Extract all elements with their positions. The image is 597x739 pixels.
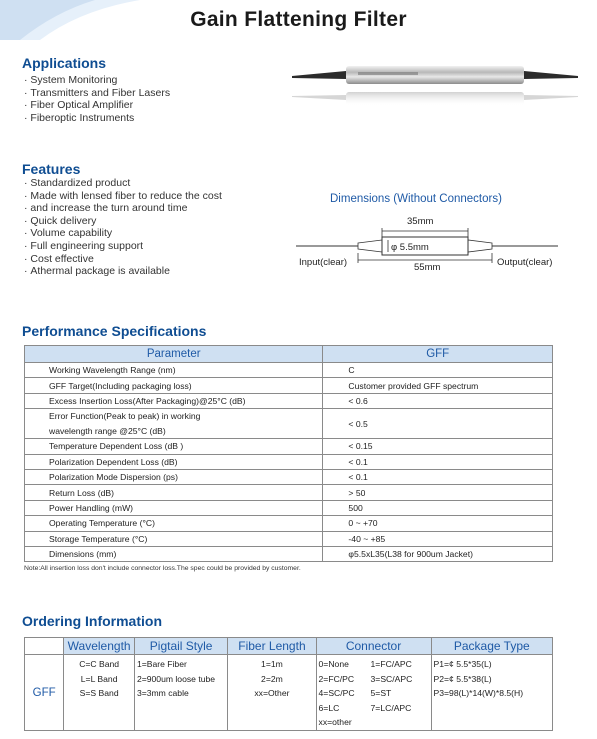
- param-cell: [25, 409, 323, 439]
- output-label: Output(clear): [497, 257, 553, 268]
- option: P1=¢ 5.5*35(L): [433, 659, 492, 669]
- value-cell: < 0.15: [323, 439, 553, 454]
- package-cell: [431, 655, 552, 731]
- option: L=L Band: [80, 673, 118, 684]
- table-row: [25, 516, 553, 531]
- option: 3=SC/APC: [370, 673, 413, 684]
- applications-heading: Applications: [22, 55, 107, 71]
- value-cell: Customer provided GFF spectrum: [323, 378, 553, 393]
- header-blank: [25, 638, 64, 655]
- param-cell: Operating Temperature (°C): [25, 516, 323, 531]
- value-cell: φ5.5xL35(L38 for 900um Jacket): [323, 546, 553, 561]
- param-line: wavelength range @25°C (dB): [49, 426, 166, 437]
- table-header-row: [25, 638, 553, 655]
- option: xx=Other: [254, 688, 290, 698]
- option: 3=3mm cable: [136, 688, 189, 698]
- performance-table: [24, 345, 553, 562]
- option: 2=900um loose tube: [136, 673, 216, 684]
- table-row: [25, 454, 553, 469]
- table-row: [25, 655, 553, 731]
- option: P2=¢ 5.5*38(L): [433, 673, 492, 684]
- performance-heading: Performance Specifications: [22, 323, 207, 339]
- option: S=S Band: [79, 688, 119, 698]
- option: 1=FC/APC: [370, 659, 412, 669]
- column-header-pigtail-style: Pigtail Style: [134, 638, 227, 655]
- connector-grid: [319, 657, 429, 730]
- list-item: · Athermal package is available: [24, 265, 222, 278]
- param-cell: Storage Temperature (°C): [25, 531, 323, 546]
- input-label: Input(clear): [299, 257, 348, 268]
- dimension-35mm: 35mm: [407, 216, 434, 227]
- value-cell: C: [323, 363, 553, 378]
- list-item: · Full engineering support: [24, 240, 222, 253]
- column-header-fiber-length: Fiber Length: [228, 638, 316, 655]
- list-item: · Fiber Optical Amplifier: [24, 99, 170, 112]
- table-header-row: [25, 346, 553, 363]
- table-row: [25, 363, 553, 378]
- value-cell: < 0.1: [323, 469, 553, 484]
- value-cell: < 0.1: [323, 454, 553, 469]
- param-cell: Excess Insertion Loss(After Packaging)@25°C (dB): [25, 393, 323, 408]
- fiber-length-cell: [228, 655, 316, 731]
- value-cell: > 50: [323, 485, 553, 500]
- features-list: [24, 177, 222, 278]
- value-cell: -40 ~ +85: [323, 531, 553, 546]
- page-title: Gain Flattening Filter: [190, 8, 407, 31]
- param-cell: Polarization Dependent Loss (dB): [25, 454, 323, 469]
- table-row: [25, 439, 553, 454]
- param-cell: Return Loss (dB): [25, 485, 323, 500]
- param-cell: Polarization Mode Dispersion (ps): [25, 469, 323, 484]
- list-item: · Cost effective: [24, 253, 222, 266]
- ordering-heading: Ordering Information: [22, 613, 162, 629]
- option: 1=Bare Fiber: [136, 659, 187, 669]
- column-header-package-type: Package Type: [431, 638, 552, 655]
- table-row: [25, 485, 553, 500]
- value-cell: 500: [323, 500, 553, 515]
- list-item: · Made with lensed fiber to reduce the cost: [24, 190, 222, 203]
- connector-cell: [316, 655, 431, 731]
- list-item: · Standardized product: [24, 177, 222, 190]
- option: 5=ST: [370, 688, 392, 698]
- table-row: [25, 469, 553, 484]
- table-row: [25, 409, 553, 439]
- table-row: [25, 546, 553, 561]
- table-row: [25, 393, 553, 408]
- param-cell: Power Handling (mW): [25, 500, 323, 515]
- column-header-wavelength: Wavelength: [64, 638, 135, 655]
- connector-column: [319, 657, 371, 730]
- option: 0=None: [318, 659, 349, 669]
- column-header-parameter: Parameter: [25, 346, 323, 363]
- table-row: [25, 378, 553, 393]
- option: 2=2m: [261, 673, 283, 684]
- param-line: Error Function(Peak to peak) in working: [49, 411, 201, 422]
- value-cell: 0 ~ +70: [323, 516, 553, 531]
- list-item: · Volume capability: [24, 227, 222, 240]
- product-image: [290, 62, 580, 132]
- option: xx=other: [318, 717, 352, 727]
- list-item: · Transmitters and Fiber Lasers: [24, 87, 170, 100]
- value-cell: < 0.5: [323, 409, 553, 439]
- list-item: · Fiberoptic Instruments: [24, 112, 170, 125]
- footnote: Note:All insertion loss don't include connector loss.The spec could be provided by customer.: [24, 565, 301, 572]
- connector-column: [371, 657, 429, 730]
- option: 7=LC/APC: [370, 702, 412, 713]
- features-heading: Features: [22, 161, 81, 177]
- ordering-table: [24, 637, 553, 731]
- dimension-diameter: φ 5.5mm: [391, 242, 429, 253]
- wavelength-cell: [64, 655, 135, 731]
- table-row: [25, 531, 553, 546]
- option: 1=1m: [261, 659, 283, 669]
- list-item: · Quick delivery: [24, 215, 222, 228]
- param-cell: Temperature Dependent Loss (dB ): [25, 439, 323, 454]
- list-item: · and increase the turn around time: [24, 202, 222, 215]
- option: P3=98(L)*14(W)*8.5(H): [433, 688, 524, 698]
- value-cell: < 0.6: [323, 393, 553, 408]
- option: 4=SC/PC: [318, 688, 355, 698]
- option: C=C Band: [79, 659, 120, 669]
- param-cell: GFF Target(Including packaging loss): [25, 378, 323, 393]
- param-cell: Dimensions (mm): [25, 546, 323, 561]
- dimensions-title: Dimensions (Without Connectors): [330, 193, 502, 205]
- option: 6=LC: [318, 702, 340, 713]
- pigtail-cell: [134, 655, 227, 731]
- column-header-connector: Connector: [316, 638, 431, 655]
- option: 2=FC/PC: [318, 673, 355, 684]
- list-item: · System Monitoring: [24, 74, 170, 87]
- table-row: [25, 500, 553, 515]
- dimension-55mm: 55mm: [414, 262, 441, 273]
- row-label-gff: GFF: [25, 655, 64, 731]
- applications-list: [24, 74, 170, 124]
- param-cell: Working Wavelength Range (nm): [25, 363, 323, 378]
- column-header-gff: GFF: [323, 346, 553, 363]
